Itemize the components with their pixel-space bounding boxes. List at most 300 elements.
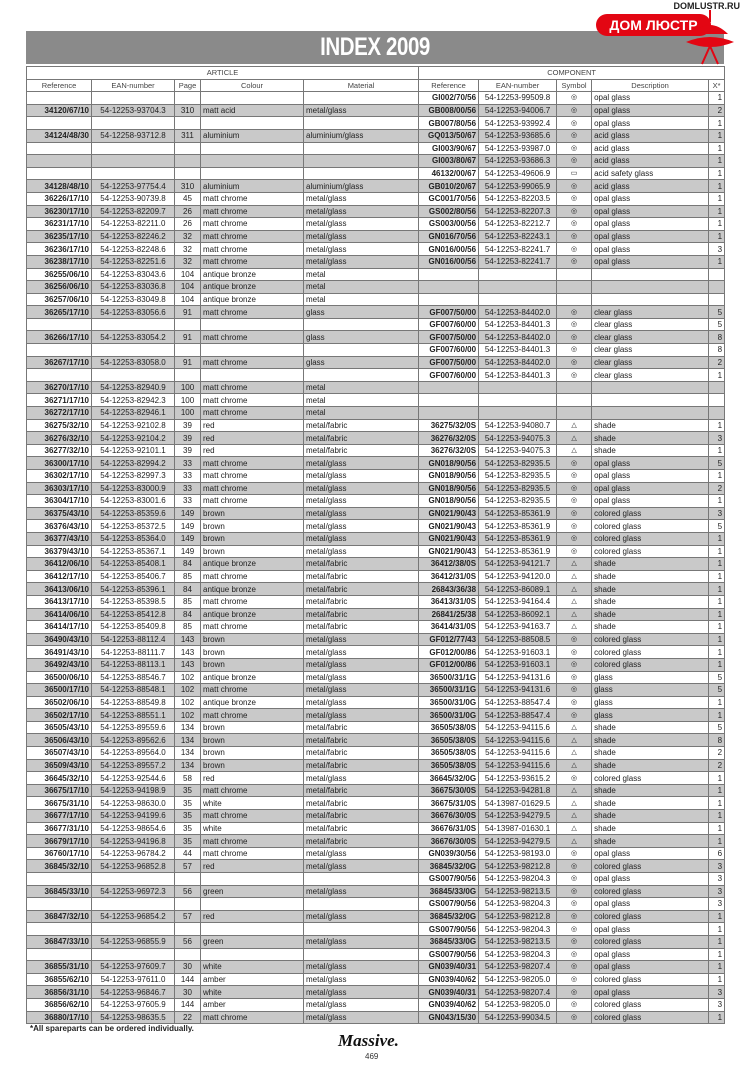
table-cell: 149 bbox=[175, 520, 201, 533]
table-cell: 36845/32/10 bbox=[27, 860, 92, 873]
symbol-icon bbox=[557, 394, 592, 407]
table-cell: aluminium/glass bbox=[304, 129, 419, 142]
table-cell: opal glass bbox=[592, 961, 709, 974]
table-cell: 54-12253-99034.5 bbox=[479, 1011, 557, 1024]
table-row bbox=[27, 595, 725, 608]
table-cell: 54-12253-82935.5 bbox=[479, 495, 557, 508]
table-cell: metal/fabric bbox=[304, 444, 419, 457]
table-cell: 58 bbox=[175, 772, 201, 785]
table-cell: opal glass bbox=[592, 482, 709, 495]
table-cell: 54-12253-94163.7 bbox=[479, 621, 557, 634]
table-cell bbox=[479, 407, 557, 420]
table-cell: 54-12253-94115.6 bbox=[479, 734, 557, 747]
table-cell: matt chrome bbox=[201, 407, 304, 420]
table-cell: 104 bbox=[175, 268, 201, 281]
table-cell: 36414/17/10 bbox=[27, 621, 92, 634]
table-cell: GS007/90/56 bbox=[419, 923, 479, 936]
table-cell: 35 bbox=[175, 822, 201, 835]
table-cell: brown bbox=[201, 507, 304, 520]
table-row bbox=[27, 520, 725, 533]
table-cell: 1 bbox=[709, 973, 725, 986]
table-cell: 91 bbox=[175, 306, 201, 319]
table-cell: 1 bbox=[709, 255, 725, 268]
table-cell: colored glass bbox=[592, 973, 709, 986]
table-cell: 3 bbox=[709, 507, 725, 520]
table-cell: 102 bbox=[175, 696, 201, 709]
table-cell: shade bbox=[592, 608, 709, 621]
table-cell: 36413/06/10 bbox=[27, 583, 92, 596]
table-cell bbox=[419, 268, 479, 281]
table-cell bbox=[175, 318, 201, 331]
table-cell: metal/glass bbox=[304, 482, 419, 495]
table-cell: 54-12253-88113.1 bbox=[92, 658, 175, 671]
table-row bbox=[27, 92, 725, 105]
table-cell: 54-12253-98213.5 bbox=[479, 935, 557, 948]
table-cell: matt chrome bbox=[201, 495, 304, 508]
table-cell: GF007/50/00 bbox=[419, 331, 479, 344]
table-cell: 54-12253-94164.4 bbox=[479, 595, 557, 608]
table-cell: 3 bbox=[709, 998, 725, 1011]
table-cell bbox=[592, 281, 709, 294]
table-cell: 1 bbox=[709, 205, 725, 218]
table-row bbox=[27, 923, 725, 936]
table-cell: amber bbox=[201, 998, 304, 1011]
table-cell: metal/glass bbox=[304, 470, 419, 483]
table-cell: metal/glass bbox=[304, 772, 419, 785]
table-cell: GF007/50/00 bbox=[419, 356, 479, 369]
table-cell: 36505/38/0S bbox=[419, 747, 479, 760]
logo-brand: ДОМ ЛЮСТР bbox=[596, 14, 711, 36]
table-cell: 36645/32/10 bbox=[27, 772, 92, 785]
table-row bbox=[27, 381, 725, 394]
table-cell: 3 bbox=[709, 432, 725, 445]
table-row bbox=[27, 142, 725, 155]
table-cell: 54-12253-85406.7 bbox=[92, 570, 175, 583]
table-cell: GN039/40/62 bbox=[419, 973, 479, 986]
table-cell bbox=[709, 268, 725, 281]
table-cell: 144 bbox=[175, 998, 201, 1011]
table-cell: red bbox=[201, 432, 304, 445]
table-row bbox=[27, 860, 725, 873]
table-cell bbox=[304, 344, 419, 357]
table-row bbox=[27, 608, 725, 621]
table-cell: shade bbox=[592, 558, 709, 571]
table-cell: 36379/43/10 bbox=[27, 545, 92, 558]
symbol-icon: △ bbox=[557, 419, 592, 432]
table-cell bbox=[479, 281, 557, 294]
table-cell: 1 bbox=[709, 935, 725, 948]
table-cell: 54-12253-94075.3 bbox=[479, 444, 557, 457]
table-cell: matt chrome bbox=[201, 595, 304, 608]
table-cell: 6 bbox=[709, 847, 725, 860]
table-cell: 36847/33/10 bbox=[27, 935, 92, 948]
table-cell: brown bbox=[201, 646, 304, 659]
table-cell: 54-12253-99065.9 bbox=[479, 180, 557, 193]
table-cell: 54-12253-85398.5 bbox=[92, 595, 175, 608]
table-cell bbox=[175, 142, 201, 155]
table-cell: white bbox=[201, 986, 304, 999]
table-cell: 36677/31/10 bbox=[27, 822, 92, 835]
table-cell: 54-12253-99509.8 bbox=[479, 92, 557, 105]
table-cell: 1 bbox=[709, 545, 725, 558]
table-cell: 1 bbox=[709, 772, 725, 785]
table-cell: glass bbox=[592, 671, 709, 684]
table-cell: 36675/31/0S bbox=[419, 797, 479, 810]
col-comp-ean: EAN-number bbox=[479, 79, 557, 92]
table-cell: 5 bbox=[709, 318, 725, 331]
table-cell bbox=[92, 948, 175, 961]
table-cell: acid safety glass bbox=[592, 167, 709, 180]
table-cell: 57 bbox=[175, 860, 201, 873]
symbol-icon: ◎ bbox=[557, 658, 592, 671]
table-cell: brown bbox=[201, 532, 304, 545]
table-row bbox=[27, 721, 725, 734]
symbol-icon: ◎ bbox=[557, 482, 592, 495]
table-row bbox=[27, 104, 725, 117]
table-cell: 1 bbox=[709, 470, 725, 483]
table-cell: metal/glass bbox=[304, 205, 419, 218]
table-cell: clear glass bbox=[592, 369, 709, 382]
symbol-icon: △ bbox=[557, 835, 592, 848]
table-cell: 36845/32/0G bbox=[419, 910, 479, 923]
symbol-icon: ◎ bbox=[557, 230, 592, 243]
table-cell: 54-12253-85409.8 bbox=[92, 621, 175, 634]
symbol-icon: ◎ bbox=[557, 155, 592, 168]
symbol-icon: ◎ bbox=[557, 532, 592, 545]
component-group-header: COMPONENT bbox=[419, 67, 725, 80]
table-cell: 149 bbox=[175, 545, 201, 558]
table-cell: 54-12253-96852.8 bbox=[92, 860, 175, 873]
table-cell: 54-12253-91603.1 bbox=[479, 646, 557, 659]
table-cell: 1 bbox=[709, 192, 725, 205]
table-cell: GC001/70/56 bbox=[419, 192, 479, 205]
table-cell: clear glass bbox=[592, 318, 709, 331]
table-row bbox=[27, 658, 725, 671]
table-cell: GF012/00/86 bbox=[419, 646, 479, 659]
table-cell: 54-12253-96784.2 bbox=[92, 847, 175, 860]
table-cell: metal/fabric bbox=[304, 747, 419, 760]
table-cell: 134 bbox=[175, 734, 201, 747]
table-cell: 44 bbox=[175, 847, 201, 860]
table-cell: 54-12253-84402.0 bbox=[479, 306, 557, 319]
table-cell: matt chrome bbox=[201, 621, 304, 634]
table-row bbox=[27, 243, 725, 256]
table-cell: brown bbox=[201, 747, 304, 760]
table-row bbox=[27, 847, 725, 860]
table-cell: matt chrome bbox=[201, 835, 304, 848]
table-cell bbox=[175, 873, 201, 886]
table-cell bbox=[592, 293, 709, 306]
table-cell: 36847/32/10 bbox=[27, 910, 92, 923]
symbol-icon bbox=[557, 281, 592, 294]
table-cell: 54-12253-82935.5 bbox=[479, 457, 557, 470]
table-cell: 54-12253-97754.4 bbox=[92, 180, 175, 193]
table-cell bbox=[175, 344, 201, 357]
table-cell: 1 bbox=[709, 696, 725, 709]
table-row bbox=[27, 810, 725, 823]
table-cell: green bbox=[201, 935, 304, 948]
table-cell: matt chrome bbox=[201, 356, 304, 369]
table-cell: 36676/30/0S bbox=[419, 810, 479, 823]
table-cell: 36502/06/10 bbox=[27, 696, 92, 709]
table-cell bbox=[27, 923, 92, 936]
table-cell: 54-12253-94115.6 bbox=[479, 721, 557, 734]
table-cell: 1 bbox=[709, 419, 725, 432]
symbol-icon: ◎ bbox=[557, 671, 592, 684]
table-row bbox=[27, 293, 725, 306]
table-row bbox=[27, 759, 725, 772]
table-cell: 54-12253-94279.5 bbox=[479, 835, 557, 848]
table-cell: 54-12253-98207.4 bbox=[479, 986, 557, 999]
symbol-icon: ▭ bbox=[557, 167, 592, 180]
site-logo[interactable] bbox=[594, 0, 742, 68]
table-cell: 36676/31/0S bbox=[419, 822, 479, 835]
table-cell: 54-12253-82248.6 bbox=[92, 243, 175, 256]
table-cell: 36856/62/10 bbox=[27, 998, 92, 1011]
table-cell: 54-12253-94196.8 bbox=[92, 835, 175, 848]
table-cell: 2 bbox=[709, 356, 725, 369]
table-cell: 36760/17/10 bbox=[27, 847, 92, 860]
table-cell: clear glass bbox=[592, 356, 709, 369]
table-cell: 54-12253-82946.1 bbox=[92, 407, 175, 420]
table-cell: 34120/67/10 bbox=[27, 104, 92, 117]
symbol-icon: △ bbox=[557, 734, 592, 747]
table-cell: 54-12253-98204.3 bbox=[479, 898, 557, 911]
table-row bbox=[27, 344, 725, 357]
table-row bbox=[27, 532, 725, 545]
table-cell: 54-12253-94281.8 bbox=[479, 784, 557, 797]
table-cell: 36676/30/0S bbox=[419, 835, 479, 848]
table-cell: 1 bbox=[709, 633, 725, 646]
table-cell: 1 bbox=[709, 595, 725, 608]
table-cell: opal glass bbox=[592, 255, 709, 268]
table-cell: colored glass bbox=[592, 860, 709, 873]
table-cell bbox=[92, 873, 175, 886]
table-cell: 54-12253-98207.4 bbox=[479, 961, 557, 974]
table-cell: 36855/62/10 bbox=[27, 973, 92, 986]
table-cell: 33 bbox=[175, 495, 201, 508]
table-cell bbox=[419, 281, 479, 294]
table-cell: colored glass bbox=[592, 507, 709, 520]
table-cell: 54-12253-90739.8 bbox=[92, 192, 175, 205]
table-cell: 36412/31/0S bbox=[419, 570, 479, 583]
table-cell: brown bbox=[201, 658, 304, 671]
table-cell: 54-12253-94120.0 bbox=[479, 570, 557, 583]
table-cell: metal/glass bbox=[304, 885, 419, 898]
table-cell: 1 bbox=[709, 532, 725, 545]
table-cell: 3 bbox=[709, 860, 725, 873]
table-cell: colored glass bbox=[592, 520, 709, 533]
table-cell bbox=[92, 117, 175, 130]
table-cell: 54-12253-82241.7 bbox=[479, 243, 557, 256]
table-cell: 54-12253-88548.1 bbox=[92, 684, 175, 697]
table-cell: colored glass bbox=[592, 633, 709, 646]
table-cell: antique bronze bbox=[201, 558, 304, 571]
table-cell: 54-12253-88112.4 bbox=[92, 633, 175, 646]
table-cell: 54-12253-92544.6 bbox=[92, 772, 175, 785]
table-cell: 102 bbox=[175, 671, 201, 684]
table-cell: 54-12253-96855.9 bbox=[92, 935, 175, 948]
table-cell: 1 bbox=[709, 180, 725, 193]
table-cell: 54-12253-82246.2 bbox=[92, 230, 175, 243]
table-cell bbox=[709, 281, 725, 294]
table-cell: 8 bbox=[709, 331, 725, 344]
table-cell: shade bbox=[592, 759, 709, 772]
table-cell: metal/glass bbox=[304, 230, 419, 243]
table-cell: GI003/90/67 bbox=[419, 142, 479, 155]
table-cell: 54-12253-93615.2 bbox=[479, 772, 557, 785]
table-cell: colored glass bbox=[592, 910, 709, 923]
table-cell: 100 bbox=[175, 381, 201, 394]
symbol-icon: ◎ bbox=[557, 684, 592, 697]
table-cell: colored glass bbox=[592, 998, 709, 1011]
symbol-icon: ◎ bbox=[557, 180, 592, 193]
table-cell: 36855/31/10 bbox=[27, 961, 92, 974]
table-cell: metal/glass bbox=[304, 218, 419, 231]
symbol-icon: ◎ bbox=[557, 205, 592, 218]
table-cell bbox=[175, 948, 201, 961]
table-cell: 5 bbox=[709, 306, 725, 319]
table-row bbox=[27, 998, 725, 1011]
symbol-icon: ◎ bbox=[557, 847, 592, 860]
table-cell: 54-12253-93685.6 bbox=[479, 129, 557, 142]
symbol-icon: △ bbox=[557, 621, 592, 634]
table-cell: 54-12253-98212.8 bbox=[479, 860, 557, 873]
table-cell: acid glass bbox=[592, 129, 709, 142]
table-cell: 54-12253-85361.9 bbox=[479, 520, 557, 533]
table-cell: 36257/06/10 bbox=[27, 293, 92, 306]
table-cell: 36500/31/1G bbox=[419, 671, 479, 684]
table-cell bbox=[27, 873, 92, 886]
table-cell: 36276/32/10 bbox=[27, 432, 92, 445]
symbol-icon: ◎ bbox=[557, 306, 592, 319]
symbol-icon: ◎ bbox=[557, 356, 592, 369]
table-cell: acid glass bbox=[592, 155, 709, 168]
table-cell: 36412/06/10 bbox=[27, 558, 92, 571]
symbol-icon: △ bbox=[557, 721, 592, 734]
table-cell: 8 bbox=[709, 344, 725, 357]
symbol-icon: ◎ bbox=[557, 142, 592, 155]
table-cell: 36845/33/10 bbox=[27, 885, 92, 898]
table-cell: shade bbox=[592, 810, 709, 823]
table-cell: 1 bbox=[709, 948, 725, 961]
table-cell bbox=[92, 369, 175, 382]
table-cell: 54-12253-88551.1 bbox=[92, 709, 175, 722]
table-cell: 100 bbox=[175, 407, 201, 420]
symbol-icon: ◎ bbox=[557, 457, 592, 470]
table-cell: 3 bbox=[709, 873, 725, 886]
table-cell: matt chrome bbox=[201, 331, 304, 344]
symbol-icon: ◎ bbox=[557, 344, 592, 357]
symbol-icon bbox=[557, 293, 592, 306]
table-cell: 54-12253-98205.0 bbox=[479, 973, 557, 986]
table-cell: metal/fabric bbox=[304, 784, 419, 797]
symbol-icon: ◎ bbox=[557, 923, 592, 936]
symbol-icon: ◎ bbox=[557, 129, 592, 142]
table-cell: metal/glass bbox=[304, 935, 419, 948]
col-quantity: X* bbox=[709, 79, 725, 92]
table-cell: 8 bbox=[709, 734, 725, 747]
table-cell: 1 bbox=[709, 167, 725, 180]
table-cell: 5 bbox=[709, 520, 725, 533]
table-cell bbox=[304, 898, 419, 911]
table-cell: metal/fabric bbox=[304, 419, 419, 432]
table-cell: 54-12253-84401.3 bbox=[479, 344, 557, 357]
table-cell: GF007/60/00 bbox=[419, 344, 479, 357]
table-cell: matt chrome bbox=[201, 847, 304, 860]
table-cell bbox=[201, 318, 304, 331]
symbol-icon bbox=[557, 407, 592, 420]
table-cell: 54-12253-88549.8 bbox=[92, 696, 175, 709]
table-cell: 54-12253-98204.3 bbox=[479, 948, 557, 961]
table-cell: 36256/06/10 bbox=[27, 281, 92, 294]
table-cell: metal/glass bbox=[304, 709, 419, 722]
table-cell: antique bronze bbox=[201, 293, 304, 306]
table-cell: metal/glass bbox=[304, 243, 419, 256]
table-cell: matt chrome bbox=[201, 470, 304, 483]
table-cell bbox=[419, 394, 479, 407]
table-cell: 102 bbox=[175, 684, 201, 697]
table-cell: metal/glass bbox=[304, 545, 419, 558]
table-cell: 36304/17/10 bbox=[27, 495, 92, 508]
table-cell: 1 bbox=[709, 835, 725, 848]
table-cell bbox=[201, 155, 304, 168]
table-cell: 143 bbox=[175, 658, 201, 671]
symbol-icon: △ bbox=[557, 583, 592, 596]
table-cell: 54-12253-85412.8 bbox=[92, 608, 175, 621]
table-cell bbox=[27, 948, 92, 961]
table-cell: brown bbox=[201, 734, 304, 747]
table-cell: GN018/90/56 bbox=[419, 482, 479, 495]
table-cell bbox=[27, 344, 92, 357]
table-row bbox=[27, 495, 725, 508]
table-cell: 54-12253-92101.1 bbox=[92, 444, 175, 457]
table-cell: 84 bbox=[175, 583, 201, 596]
table-cell bbox=[479, 293, 557, 306]
table-cell: opal glass bbox=[592, 948, 709, 961]
table-cell: opal glass bbox=[592, 847, 709, 860]
col-page: Page bbox=[175, 79, 201, 92]
table-cell: 3 bbox=[709, 243, 725, 256]
table-cell: 54-12253-85396.1 bbox=[92, 583, 175, 596]
table-cell: 36414/06/10 bbox=[27, 608, 92, 621]
table-cell: 54-12253-94131.6 bbox=[479, 684, 557, 697]
symbol-icon: ◎ bbox=[557, 192, 592, 205]
table-cell: 54-12253-83056.6 bbox=[92, 306, 175, 319]
table-cell: 54-12253-98205.0 bbox=[479, 998, 557, 1011]
table-cell: GN021/90/43 bbox=[419, 532, 479, 545]
table-cell: metal/glass bbox=[304, 457, 419, 470]
table-cell: 54-12258-93712.8 bbox=[92, 129, 175, 142]
table-cell: 54-12253-91603.1 bbox=[479, 658, 557, 671]
table-cell: 36275/32/10 bbox=[27, 419, 92, 432]
table-cell bbox=[27, 318, 92, 331]
table-cell bbox=[304, 873, 419, 886]
table-cell: GQ013/50/67 bbox=[419, 129, 479, 142]
table-cell: 36303/17/10 bbox=[27, 482, 92, 495]
col-ean: EAN-number bbox=[92, 79, 175, 92]
table-cell: metal/fabric bbox=[304, 759, 419, 772]
table-cell: 36267/17/10 bbox=[27, 356, 92, 369]
table-row bbox=[27, 961, 725, 974]
table-cell: 35 bbox=[175, 810, 201, 823]
table-cell: matt chrome bbox=[201, 570, 304, 583]
table-cell: amber bbox=[201, 973, 304, 986]
table-cell: 54-12253-97611.0 bbox=[92, 973, 175, 986]
table-cell: metal/glass bbox=[304, 495, 419, 508]
table-cell: GF007/60/00 bbox=[419, 369, 479, 382]
table-cell: GF007/50/00 bbox=[419, 306, 479, 319]
